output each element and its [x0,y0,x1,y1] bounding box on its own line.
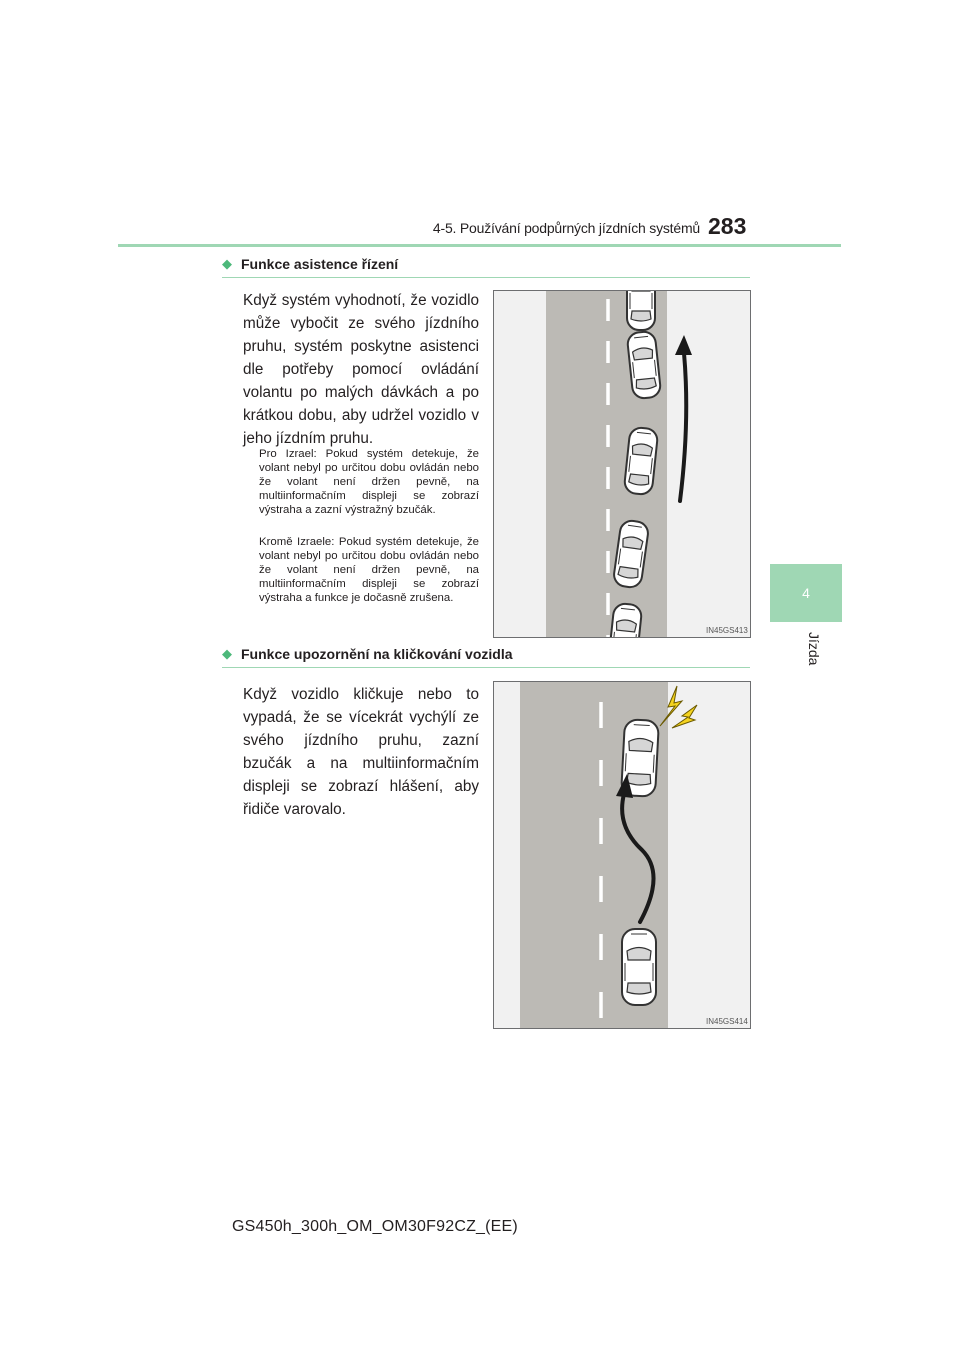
car-icon [627,331,662,400]
section-heading-steering-assist [222,256,398,272]
chapter-label: Jízda [806,632,822,666]
section-divider [222,277,750,278]
figure-code: IN45GS414 [706,1017,748,1026]
manual-code: GS450h_300h_OM_OM30F92CZ_(EE) [232,1218,518,1235]
steering-assist-illustration [494,291,750,637]
car-icon [624,427,659,496]
figure-steering-assist [493,290,751,638]
sway-warning-illustration [494,682,750,1028]
section-heading-text: Funkce upozornění na kličkování vozidla [241,646,513,662]
figure-code: IN45GS413 [706,626,748,635]
section-body-text: Když vozidlo kličkuje nebo to vypadá, že se vícekrát vychýlí ze svého jízdního pruhu, zazní bzučák a na multiinformačním displeji se zobrazí hlášení, aby řidiče varovalo. [243,686,479,818]
car-icon [627,291,655,330]
section-body-text: Když systém vyhodnotí, že vozidlo může vybočit ze svého jízdního pruhu, systém poskytne asistenci dle potřeby pomocí ovládání volantu po malých dávkách a po krátkou dobu, aby udržel vozidlo v jeho jízdním pruhu. [243,292,479,447]
header-divider [118,244,841,247]
car-icon [622,929,656,1005]
diamond-bullet-icon: ◆ [222,646,232,661]
section-heading-sway-warning [222,646,513,662]
chapter-title: 4-5. Používání podpůrných jízdních systémů [432,220,700,236]
note-israel: Pro Izrael: Pokud systém detekuje, že volant nebyl po určitou dobu ovládán nebo že volant není držen pevně, na multiinformačním displeji se zobrazí výstraha a zazní výstražný bzučák. [259,448,479,516]
section-heading-text: Funkce asistence řízení [241,256,399,272]
note-except-israel: Kromě Izraele: Pokud systém detekuje, že volant nebyl po určitou dobu ovládán nebo že volant není držen pevně, na multiinformačním displeji se zobrazí výstraha a funkce je dočasně zrušena. [259,536,479,604]
figure-sway-warning [493,681,751,1029]
section-divider [222,667,750,668]
page-number: 283 [708,213,747,239]
chapter-tab: 4 [770,564,842,622]
diamond-bullet-icon: ◆ [222,256,232,271]
